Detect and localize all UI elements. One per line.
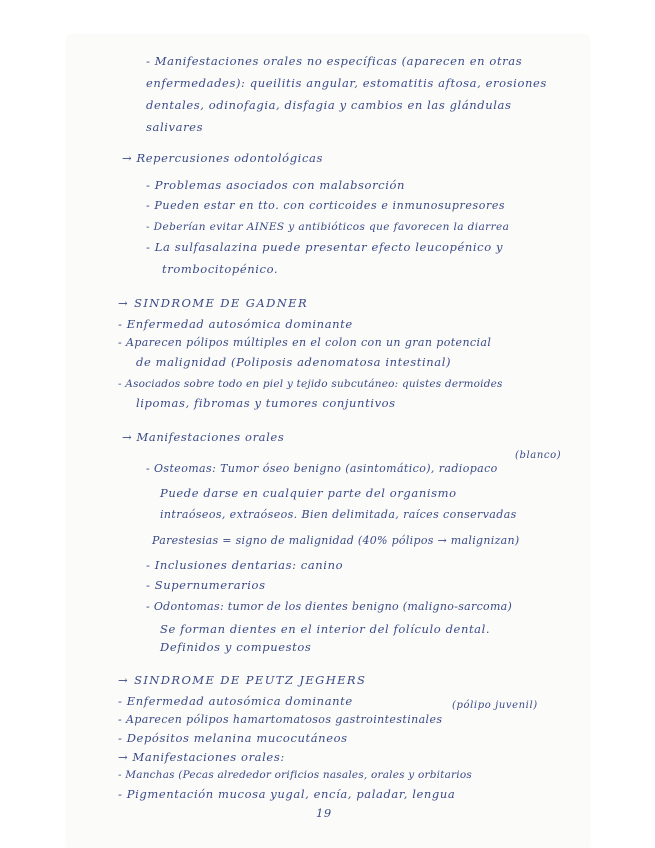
- text-line: lipomas, fibromas y tumores conjuntivos: [136, 396, 396, 410]
- annotation: (pólipo juvenil): [452, 700, 538, 711]
- text-line: de malignidad (Poliposis adenomatosa intestinal): [136, 355, 452, 369]
- text-line: - Deberían evitar AINES y antibióticos que favorecen la diarrea: [146, 221, 510, 233]
- text-line: - Manifestaciones orales no específicas (aparecen en otras: [146, 54, 523, 68]
- section-heading: → Repercusiones odontológicas: [122, 151, 323, 165]
- text-line: - Problemas asociados con malabsorción: [146, 178, 406, 192]
- page-number: 19: [316, 806, 332, 820]
- text-line: intraóseos, extraóseos. Bien delimitada, raíces conservadas: [160, 508, 517, 521]
- section-heading: → Manifestaciones orales: [122, 430, 285, 444]
- text-line: Parestesias = signo de malignidad (40% pólipos → malignizan): [152, 534, 520, 547]
- text-line: - Enfermedad autosómica dominante: [118, 317, 353, 331]
- text-line: - Asociados sobre todo en piel y tejido subcutáneo: quistes dermoides: [118, 378, 503, 390]
- section-heading: → SINDROME DE GADNER: [118, 296, 309, 310]
- text-line: - Inclusiones dentarias: canino: [146, 558, 344, 572]
- text-line: - La sulfasalazina puede presentar efecto leucopénico y: [146, 240, 504, 254]
- text-line: dentales, odinofagia, disfagia y cambios en las glándulas: [146, 98, 512, 112]
- text-line: - Supernumerarios: [146, 578, 266, 592]
- text-line: Puede darse en cualquier parte del organismo: [160, 486, 457, 500]
- text-line: enfermedades): queilitis angular, estomatitis aftosa, erosiones: [146, 76, 547, 90]
- text-line: - Pueden estar en tto. con corticoides e inmunosupresores: [146, 199, 506, 212]
- annotation: (blanco): [515, 450, 562, 461]
- section-heading: → SINDROME DE PEUTZ JEGHERS: [118, 673, 367, 687]
- text-line: - Odontomas: tumor de los dientes benigno (maligno-sarcoma): [146, 600, 513, 613]
- text-line: - Osteomas: Tumor óseo benigno (asintomático), radiopaco: [146, 462, 498, 475]
- text-line: Se forman dientes en el interior del folículo dental.: [160, 622, 491, 636]
- text-line: Definidos y compuestos: [160, 640, 312, 654]
- text-line: - Manchas (Pecas alrededor orificios nasales, orales y orbitarios: [118, 769, 472, 781]
- text-line: - Aparecen pólipos múltiples en el colon con un gran potencial: [118, 336, 492, 349]
- section-heading: → Manifestaciones orales:: [118, 750, 285, 764]
- text-line: - Enfermedad autosómica dominante: [118, 694, 353, 708]
- text-line: trombocitopénico.: [162, 262, 279, 276]
- text-line: - Depósitos melanina mucocutáneos: [118, 731, 348, 745]
- text-line: salivares: [146, 120, 204, 134]
- text-line: - Aparecen pólipos hamartomatosos gastrointestinales: [118, 713, 443, 726]
- text-line: - Pigmentación mucosa yugal, encía, paladar, lengua: [118, 787, 456, 801]
